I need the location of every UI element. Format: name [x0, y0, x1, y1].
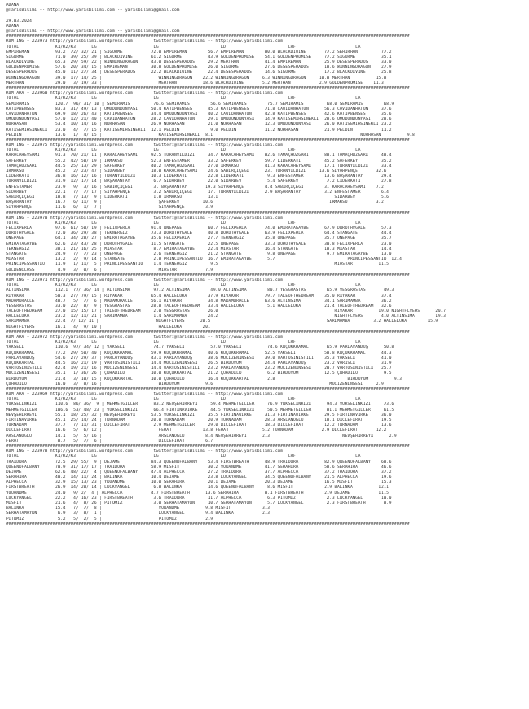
result-row: TAMAÇHÜZGARI 44.5 25/ 13/ 29 | SAFERKEY 40.2 TAMAÇHÜZGARI 27.0 IRMAKSU 41.3 KARACAHEYSAMI 17.1 TURANYILDIZI 33.4: [6, 163, 392, 169]
result-row: SABIRÇIÇEĞI 18.8 7/ 13/ 9 | LIDERKATI 1.8 IRMAKSU 13.1 SIDARBEY 5.6: [6, 194, 389, 200]
result-row: YAKSELI 110.6 97/ 34/ 12 | YAKSELI 74.7 YAKSELI 57.0 YAKSELI 74.6 KÜÇÜKKRAMAL 65.9 PARLAYANDÜŞ 50.8: [6, 345, 395, 351]
header-line: ADANA: [6, 3, 19, 8]
separator-line: ############################################################################################################################################################: [6, 137, 410, 143]
result-row: QUEENOFALBANY 70.9 31/ 17/ 17 | TRAIDORA 58.9 MISFIT 30.2 YOUANDME 41.7 SERAHIRA 58.6 SERAHIRA 46.6: [6, 464, 392, 470]
result-row: BALINKA 15.4 7/ 7/ 8 | YOUANDME 9.8 MISFIT 3.3: [6, 506, 270, 512]
result-row: PARLAYANDÜŞ 54.6 27/ 29/ 37 | PARLAYANDÜŞ 43.1 PARLAYANDÜŞ 38.6 MUCIZENINSESI 39.0 VARTOSINISTILI 35.3 YAKSELI 41.0: [6, 355, 392, 361]
result-row: MUCIZENINSESI 35.1 1/ 36/ 26 | ÇUHADILO 10.0 KÜÇÜKKARTAL 21.2 ÇUHADILO 6.2 BIRDUYUM 12.5 ÇUHADILO 9.5: [6, 371, 392, 377]
result-row: TRAIDORA 72.5 29/ 55/ 9 | DEJAME 84.3 QUEENOFALBANY 53.4 FIRSTBREATH 48.9 TRAIDORA 82.9 QUEENOFALBANY 68.6: [6, 459, 392, 465]
separator-line: ############################################################################################################################################################: [6, 329, 410, 335]
separator-line: ############################################################################################################################################################: [6, 272, 410, 278]
result-row: SERAHIRA 40.2 14/ 11/ 24 | BALINKA 10.4 DEJAME 23.8 LUCKYANGEL 34.5 QUEENOFALBANY 21.5 ALPHECCA 19.6: [6, 475, 392, 481]
separator-line: ############################################################################################################################################################: [6, 386, 410, 392]
column-header-line: TOTAL K1/K2/K3 LG LG LD LRF LA: [6, 148, 361, 154]
result-row: TURNADAM 37.7 7/ 11/ 31 | DICLEFIRAT 2.9 MEHMETGILLER 29.0 DICLEFIRAT 18.3 DICLEFIRAT 12.2 TURNADAM 13.6: [6, 423, 392, 429]
column-header-line: TOTAL K1/K2/K3 LG LG LD LRF LA: [6, 454, 361, 460]
result-row: ONEPAGE 64.1 34/ 28/ 27 | EMIRATAGAYBE 35.6 FELIXPERLA 27.7 TEKNERGIZ 35.8 ONEPAGE 35.7 ONEPAGE 35.7: [6, 236, 392, 242]
result-row: DESESPERADOS 45.0 11/ 27/ 34 | DESESPERADOS 22.2 BLACKDIVINE 22.4 DESESPERADOS 14.6 SIGURME 17.2 BLACKDIVINE 25.8: [6, 70, 392, 76]
result-row: YOUANDME 24.0 9/ 2/ 4 | ALPHECCA 4.7 FIRSTBREATH 13.6 SERAHIRA 8.1 FIRSTBREATH 2.9 DEJAME 11.5: [6, 490, 389, 496]
result-row: DEJAME 62.6 48/ 22/ 4 | QUEENOFALBANY 47.4 ALPHECCA 27.2 TRAIDORA 37.7 ALPHECCA 37.2 TRAIDORA 37.2: [6, 469, 392, 475]
separator-line: ############################################################################################################################################################: [6, 443, 410, 449]
separator-line: ############################################################################################################################################################: [6, 86, 410, 91]
result-row: GOLDENCLASS 4.9 3/ 0/ 6 | MIASTAR 7.9: [6, 267, 213, 273]
result-row: LUCKYANGEL 22.2 4/ 16/ 23 | FIRSTBREATH 3.6 TRAIDORA 11.7 ALPHECCA 6.3 PITOMIZ 2.3 LUCKYANGEL 10.0: [6, 495, 392, 501]
result-row: SEMIRAMIS 120.7 96/ 31/ 10 | SEMIRAMIS 76.6 SEMIRAMIS 56.6 SEMIRAMIS 75.7 SEMIRAMIS 68.0 SEMIRAMIS 68.9: [6, 101, 395, 107]
result-row: KATIPBENSES 83.3 31/ 49/ 13 | UMUDUNDUNYASI 50.4 KATIPBENSES 45.3 KATIPBENSES 71.8 CAVIDANHATUN 56.3 CAVIDANHATUN 37.6: [6, 106, 392, 112]
header-line: @TarisBilimi -- http://www.yarisbilimi.com -- yarisbilimi@gmail.com: [6, 8, 180, 14]
race-title-line: KUM ARA - 223960 http://yarisbilimi.wordpress.com twitter:@TarisBilimi -- http://www.yarisbilimi.com: [6, 91, 283, 97]
result-row: ARSLANOĞLU 14.1 5/ 5/ 16 | ARSLANOĞLU 8.4 NEVŞEHIRREYI 2.3 NEVŞEHIRREYI 2.9: [6, 433, 397, 439]
race-title-line: KUM ING - 223970 http://yarisbilimi.wordpress.com twitter:@TarisBilimi -- http://www.yarisbilimi.com: [6, 215, 283, 221]
result-row: PELDIN 13.6 1/ 4/ 15 | KATISEMIHSINEKLI 8.1 NURHASAN 9.8: [6, 132, 415, 138]
header-line: ADANA: [6, 23, 19, 29]
separator-line: ############################################################################################################################################################: [6, 210, 410, 216]
column-header-line: TOTAL K1/K2/K3 LG LG LD LRF LA: [6, 283, 361, 289]
result-row: NEVŞEHIRREYI 55.1 18/ 25/ 32 | NEVŞEHIRREYI 53.5 YÜKSELINKIZI 35.5 FIRTINAVIRKE 31.3 FIRTINAVIRKE 29.5 FIRTINAVIRKE 36.0: [6, 412, 392, 418]
race-title-line: KUM ING - 223975 http://yarisbilimi.wordpress.com twitter:@TarisBilimi -- http://www.yarisbilimi.com: [6, 143, 283, 149]
result-row: EMPIREMAN 93.2 72/ 32/ 21 | SIGURME 72.0 EMPIREMAN 56.7 EMPIREMAN 80.0 BLACKDIVINE 77.2 SEHIRHAN 77.2: [6, 49, 392, 55]
result-row: NIGHTFLYERS 16.1 4/ 9/ 10 | HALLELUKA 20.: [6, 324, 211, 330]
result-row: GOLDENPROMISE 57.6 20/ 34/ 15 | EMPIREMAN 30.8 GOLDENPROMISE 26.0 SIGURME 27.6 DESESPERADOS 18.6 WINNINGDRAGON 27.9: [6, 65, 392, 71]
result-row: VARTOSINISTILI 42.4 19/ 21/ 16 | MUCIZENINSESI 14.4 VARTOSINISTILI 23.2 PARLAYANDÜŞ 23.2 MUCIZENINSESI 20.7 VARTOSINISTILI 25.7: [6, 366, 392, 372]
result-row: DICLEFIRAT 16.6 5/ 6/ 12 | FERAT 13.8 FERAT 5.2 TURNADAM 2.9 DICLEFIRAT 12.2: [6, 428, 387, 434]
column-header-line: TOTAL K1/K2/K3 LG LG LD LRF LA: [6, 340, 361, 346]
result-row: ALPHECCA 32.9 15/ 13/ 23 | YOUANDME 10.0 SERAHIRA 20.1 DEJAME 20.3 DEJAME 16.5 MISFIT 15.3: [6, 480, 392, 486]
result-row: STANGATE 24.9 7/ 7/ 23 | ONEPAGE 2.6 TEKNERGIZ 21.2 STANGATE 9.8 ONEPAGE 9.7 EMIRATAGAYBE 13.0: [6, 252, 392, 257]
result-row: SIYAHPENÇE 11.6 6/ 1/ 7 | SIYAHPENÇE 3.9: [6, 205, 213, 211]
result-row: MISFIT 21.6 4/ 8/ 26 | PITOMIZ 3.0 SERHATAMAYON 10.7 SERHATAMAYON 5.7 LUCKYANGEL 2.3 FIRSTBREATH 8.9: [6, 501, 392, 506]
result-row: RIYAKAR 50.3 27/ 79/ 15 | RIYAKAR 65.4 HALLELUKA 37.9 RIYAKAR 79.7 TALEOFTHEDREAM 35.0 RIYAKAR 37.4: [6, 293, 392, 299]
result-row: EMIRATAGAYBE 62.6 23/ 43/ 28 | DOROTHYGALE 11.5 STANGATE 22.5 ONEPAGE 33.3 DOROTHYGALE 30.8 FELIXPERLA 23.0: [6, 241, 392, 247]
result-row: TEKNERGIZ 38.1 21/ 16/ 25 | MIASTAR 8.7 EMIRATAGAYBE 22.4 MIASTAR 16.4 STANGATE 18.3 MIASTAR 14.4: [6, 246, 392, 252]
result-row: YÜKSELINKIZI 110.6 86/ 36/ 9 | MEHMETGILLER 83.2 NEVŞEHIRREYI 59.4 MEHMETGILLER 76.9 YÜKSELINKIZI 94.3 YÜKSELINKIZI 73.6: [6, 402, 395, 408]
header-line: 29.03.2024: [6, 18, 32, 24]
separator-line: ############################################################################################################################################################: [6, 521, 410, 527]
race-title-line: KUM ARA - 223972 http://yarisbilimi.wordpress.com twitter:@TarisBilimi -- http://www.yarisbilimi.com: [6, 335, 283, 340]
result-row: FIRSTBREATH 26.9 14/ 20/ 14 | LUCKYANGEL 6.8 BALINKA 14.6 QUEENOFALBANY 8.6 MISFIT 2.9 BALINKA 12.1: [6, 485, 389, 491]
result-row: MIASTAR 13.2 2/ 9/ 14 | STANGATE 2.8 PRINCIPESSANTIO 16.7 EMIRATAGAYBE 5.7 PRINCIPESSANTIO 12.4: [6, 257, 402, 263]
result-row: FELIXPERLA 97.6 61/ 50/ 19 | FELIXPERLA 91.4 ONEPAGE 60.7 FELIXPERLA 74.0 EMIRATAGAYBE 67.9 DOROTHYGALE 57.3: [6, 226, 392, 232]
result-row: KÜÇÜKKRAMAL 77.2 29/ 50/ 40 | KÜÇÜKKRAMAL 59.9 KÜÇÜKKRAMAL 40.6 KÜÇÜKKRAMAL 52.5 YAKSELI 58.8 KÜÇÜKKRAMAL 44.3: [6, 350, 392, 356]
result-row: PRINCIPESSANTIO 11.9 1/ 11/ 5 | PRINCIPESSANTIO 1.4 TEKNERGIZ 9.5 MIASTAR 11.5: [6, 262, 389, 268]
race-title-line: KUM ING - 223978 http://yarisbilimi.wordpress.com twitter:@TarisBilimi -- http://www.yarisbilimi.com: [6, 449, 283, 455]
result-row: ALTINSIMA 112.1 77/ 36/ 14 | ALTINSIMA 97.2 ALTINSIMA 49.0 ALTINSIMA 80.7 YESGRASTAS 65.9 YESGRASTAS 49.3: [6, 288, 395, 294]
result-row: BAŞARANTAY 16.7 6/ 11/ 9 | ŞAFERKEY 10.6 IRMAKSU 3.2: [6, 200, 384, 206]
result-row: MEHMETGILLER 106.6 53/ 48/ 23 | YÜKSELINKIZI 66.4 FIRTINAVIRKE 44.5 YÜKSELINKIZI 50.5 MEHMETGILLER 81.1 MEHMETGILLER 61.5: [6, 407, 395, 413]
result-row: FERAT 8.7 5/ 7/ 6 | DICLEFIRAT 6.7: [6, 438, 213, 444]
result-row: KÜÇÜKKARTAL 44.5 16/ 21/ 19 | VARTOSINISTILI 14.4 MUCIZENINSESI 26.5 BIRDUYUM 24.4 PARLAYANDÜŞ 23.2 VARISLI 31.9: [6, 360, 392, 366]
result-row: PITOMIZ 5.2 5/ 2/ 5 | PITOMIZ 2.9: [6, 516, 213, 522]
result-row: FIRTINAVIRKE 45.1 25/ 14/ 24 | TURNADAM 20.0 TURNADAM 20.9 TURNADAM 28.3 ARSLANOĞLU 18.1 DICLEFIRAT 19.5: [6, 418, 392, 423]
race-title-line: KUM ING - 223973 http://yarisbilimi.wordpress.com twitter:@TarisBilimi -- http://www.yarisbilimi.com: [6, 39, 283, 45]
column-header-line: TOTAL K1/K2/K3 LG LG LD LRF LA: [6, 220, 361, 226]
result-row: KATISEMIHSINEKLI 23.0 4/ 7/ 15 | KATISEMIHSINEKLI 12.1 PELDIN 9.0 PELDIN 11.2 NURHASAN 21.9 PELDIN 11.2: [6, 127, 392, 133]
result-row: SAFERKEY 55.2 42/ 50/ 19 | IRMAKSU 52.3 ENFESTAMER 33.2 SAFERKEY 59.7 LIDERKATI 45.2 SAFERKEY 35.2: [6, 158, 392, 164]
race-title-line: KUM ING - 223971 http://yarisbilimi.wordpress.com twitter:@TarisBilimi -- http://www.yarisbilimi.com: [6, 277, 283, 283]
result-row: BIRDUYUM 21.4 3/ 10/ 15 | KÜÇÜKKARTAL 10.0 ÇUHADILO 16.4 KÜÇÜKKARTAL 2.8 BIRDUYUM 9.3: [6, 376, 402, 382]
result-row: BLACKDIVINE 65.3 29/ 59/ 22 | WINNINGDRAGON 43.0 DESESPERADOS 29.2 MERTHAN 41.4 EMPIREMAN 25.9 DESESPERADOS 33.0: [6, 60, 392, 66]
result-row: ÇUHADILO 16.0 3/ 8/ 16 | BIRDUYUM 9.6 MUCIZENINSESI 2.9: [6, 381, 384, 387]
column-header-line: TOTAL K1/K2/K3 LG LG LD LRF LA: [6, 96, 361, 102]
result-row: WINNINGDRAGON 39.0 17/ 14/ 25 | WINNINGDRAGON 22.2 WINNINGDRAGON 6.3 WINNINGDRAGON 10.8 MERTHAN 15.8: [6, 75, 387, 81]
result-row: MADAMORACLE 48.7 5/ 7/ 6 | MADAMORACLE 56.1 RIYAKAR 34.8 MADAMORACLE 63.6 ALTINSIMA 34.1 SARIMAMBA 36.2: [6, 298, 392, 304]
result-row: CAVIDANHATUN 69.9 18/ 26/ 43 | KATIPBENSES 34.4 UMUDUNDUNYASI 40.2 CAVIDANHATUN 42.8 KATIPBENSES 42.6 KATIPBENSES 35.6: [6, 111, 392, 117]
column-header-line: TOTAL K1/K2/K3 LG LG LD LRF LA: [6, 397, 361, 403]
result-row: TURANYILDIZI 31.9 12/ 17/ 14 | BAŞARANTAY 6.7 SIDARBEY 22.0 SIDARBEY 5.4 SAFERKEY 7.2 LIDERKATI 27.8: [6, 179, 392, 185]
result-row: SARIMAMBA 22.4 7/ 12/ 11 | NIGHTFLYERS 20.5 SARIMAMBA 3.2 HALLELUKA 15.9: [6, 319, 439, 325]
result-row: IRMAKSU 45.2 2/ 23/ 47 | SIDARBEY 18.0 KARACAHEYSAMI 24.6 SABIRÇIÇEĞI 23. TURANYILDIZI 13.6 SIYAHPENÇE 32.6: [6, 169, 387, 174]
result-row: YESGRASTAS 33.0 22/ 8/ 9 | YESGRASTAS 28.8 TALEOFTHEDREAM 33.4 HALLELUKA 5.1 HALLELUKA 21.4 TALEOFTHEDREAM 32.6: [6, 303, 392, 309]
header-line: @TarisBilimi -- http://www.yarisbilimi.com -- yarisbilimi@gmail.com: [6, 28, 180, 34]
result-row: ENFESTAMER 23.9 9/ 3/ 16 | SABIRÇIÇEĞI 3. BAŞARANTAY 19.3 SIYAHPENÇE 4.4 SABIRÇIÇEĞI 3. KARACAHEYSAMI 7.2: [6, 184, 384, 190]
result-row: MERTHAN 29.0 3/ 19/ 33 | MERTHAN 18.6 BLACKDIVINE 5.2 MERTHAN 2.9 GOLDENPROMISE 11.3: [6, 80, 384, 86]
result-row: LIDERKATI 36.8 16/ 12/ 16 | TURANYILDIZI 10.3 LIDERKATI 22.8 LIDERKATI 9.3 ENFESTAMER 13.6 BAŞARANTAY 29.4: [6, 174, 392, 180]
result-row: SERHATAMAYON 6.9 3/ 8/ 1 | LUCKYANGEL 9.4 BALINKA 2.3: [6, 511, 270, 517]
result-row: HALLELUKA 23.2 12/ 11/ 21 | SARIMAMBA 1.4 SARIMAMBA 24.2 NIGHTFLYERS 4.0 ALTINSIMA 19.3: [6, 314, 446, 320]
result-row: SIDARBEY 22.1 7/ 7/ 17 | SIYAHPENÇE 3.2 SABIRÇIÇEĞI 17. TURANYILDIZI 2.9 BAŞARANTAY 3.2 ENFESTAMER 6.4: [6, 189, 389, 195]
result-row: KARACAHEYSAMI 91.3 70/ 21/ 11 | KARACAHEYSAMI 92.5 TURANYILDIZI 34.7 KARACAHEYSAMI 82.6 TAMAÇHÜZGARI 88.1 TAMAÇHÜZGARI 48.4: [6, 153, 392, 159]
result-row: SIGURME 71.0 39/ 25/ 39 | BLACKDIVINE 61.2 SIGURME 43.9 GOLDENPROMISE 54.1 GOLDENPROMISE 77.2 SIGURME 35.1: [6, 54, 392, 60]
result-row: NURHASAN 53.4 10/ 14/ 16 | NURHASAN 26.9 NURHASAN 21.0 NURHASAN 12.3 UMUDUNDUNYASI 26.0 KATISEMIHSINEKLI 23.2: [6, 122, 392, 128]
race-title-line: KUM ARA - 223969 http://yarisbilimi.wordpress.com twitter:@TarisBilimi -- http://www.yarisbilimi.com: [6, 392, 283, 398]
result-row: TALEOFTHEDREAM 27.0 15/ 15/ 17 | TALEOFTHEDREAM 2.0 YESGRASTAS 26.0 RIYAKAR 19.0 NIGHTFLYERS 20.7: [6, 309, 446, 315]
result-row: UMUDUNDUNYASI 57.0 12/ 21/ 40 | CAVIDANHATUN 28.2 CAVIDANHATUN 29.1 UMUDUNDUNYASI 14.9 KATISEMIHSINEKLI 28.6 UMUDUNDUNYASI 28.6: [6, 117, 392, 123]
separator-line: ############################################################################################################################################################: [6, 34, 410, 40]
column-header-line: TOTAL K1/K2/K3 LG LG LD LRF LA: [6, 44, 361, 50]
result-row: DOROTHYGALE 72.0 36/ 29/ 38 | TEKNERGIZ 73.3 DOROTHYGALE 40.8 DOROTHYGALE 63.9 FELIXPERLA 64.4 STANGATE 44.4: [6, 231, 392, 237]
